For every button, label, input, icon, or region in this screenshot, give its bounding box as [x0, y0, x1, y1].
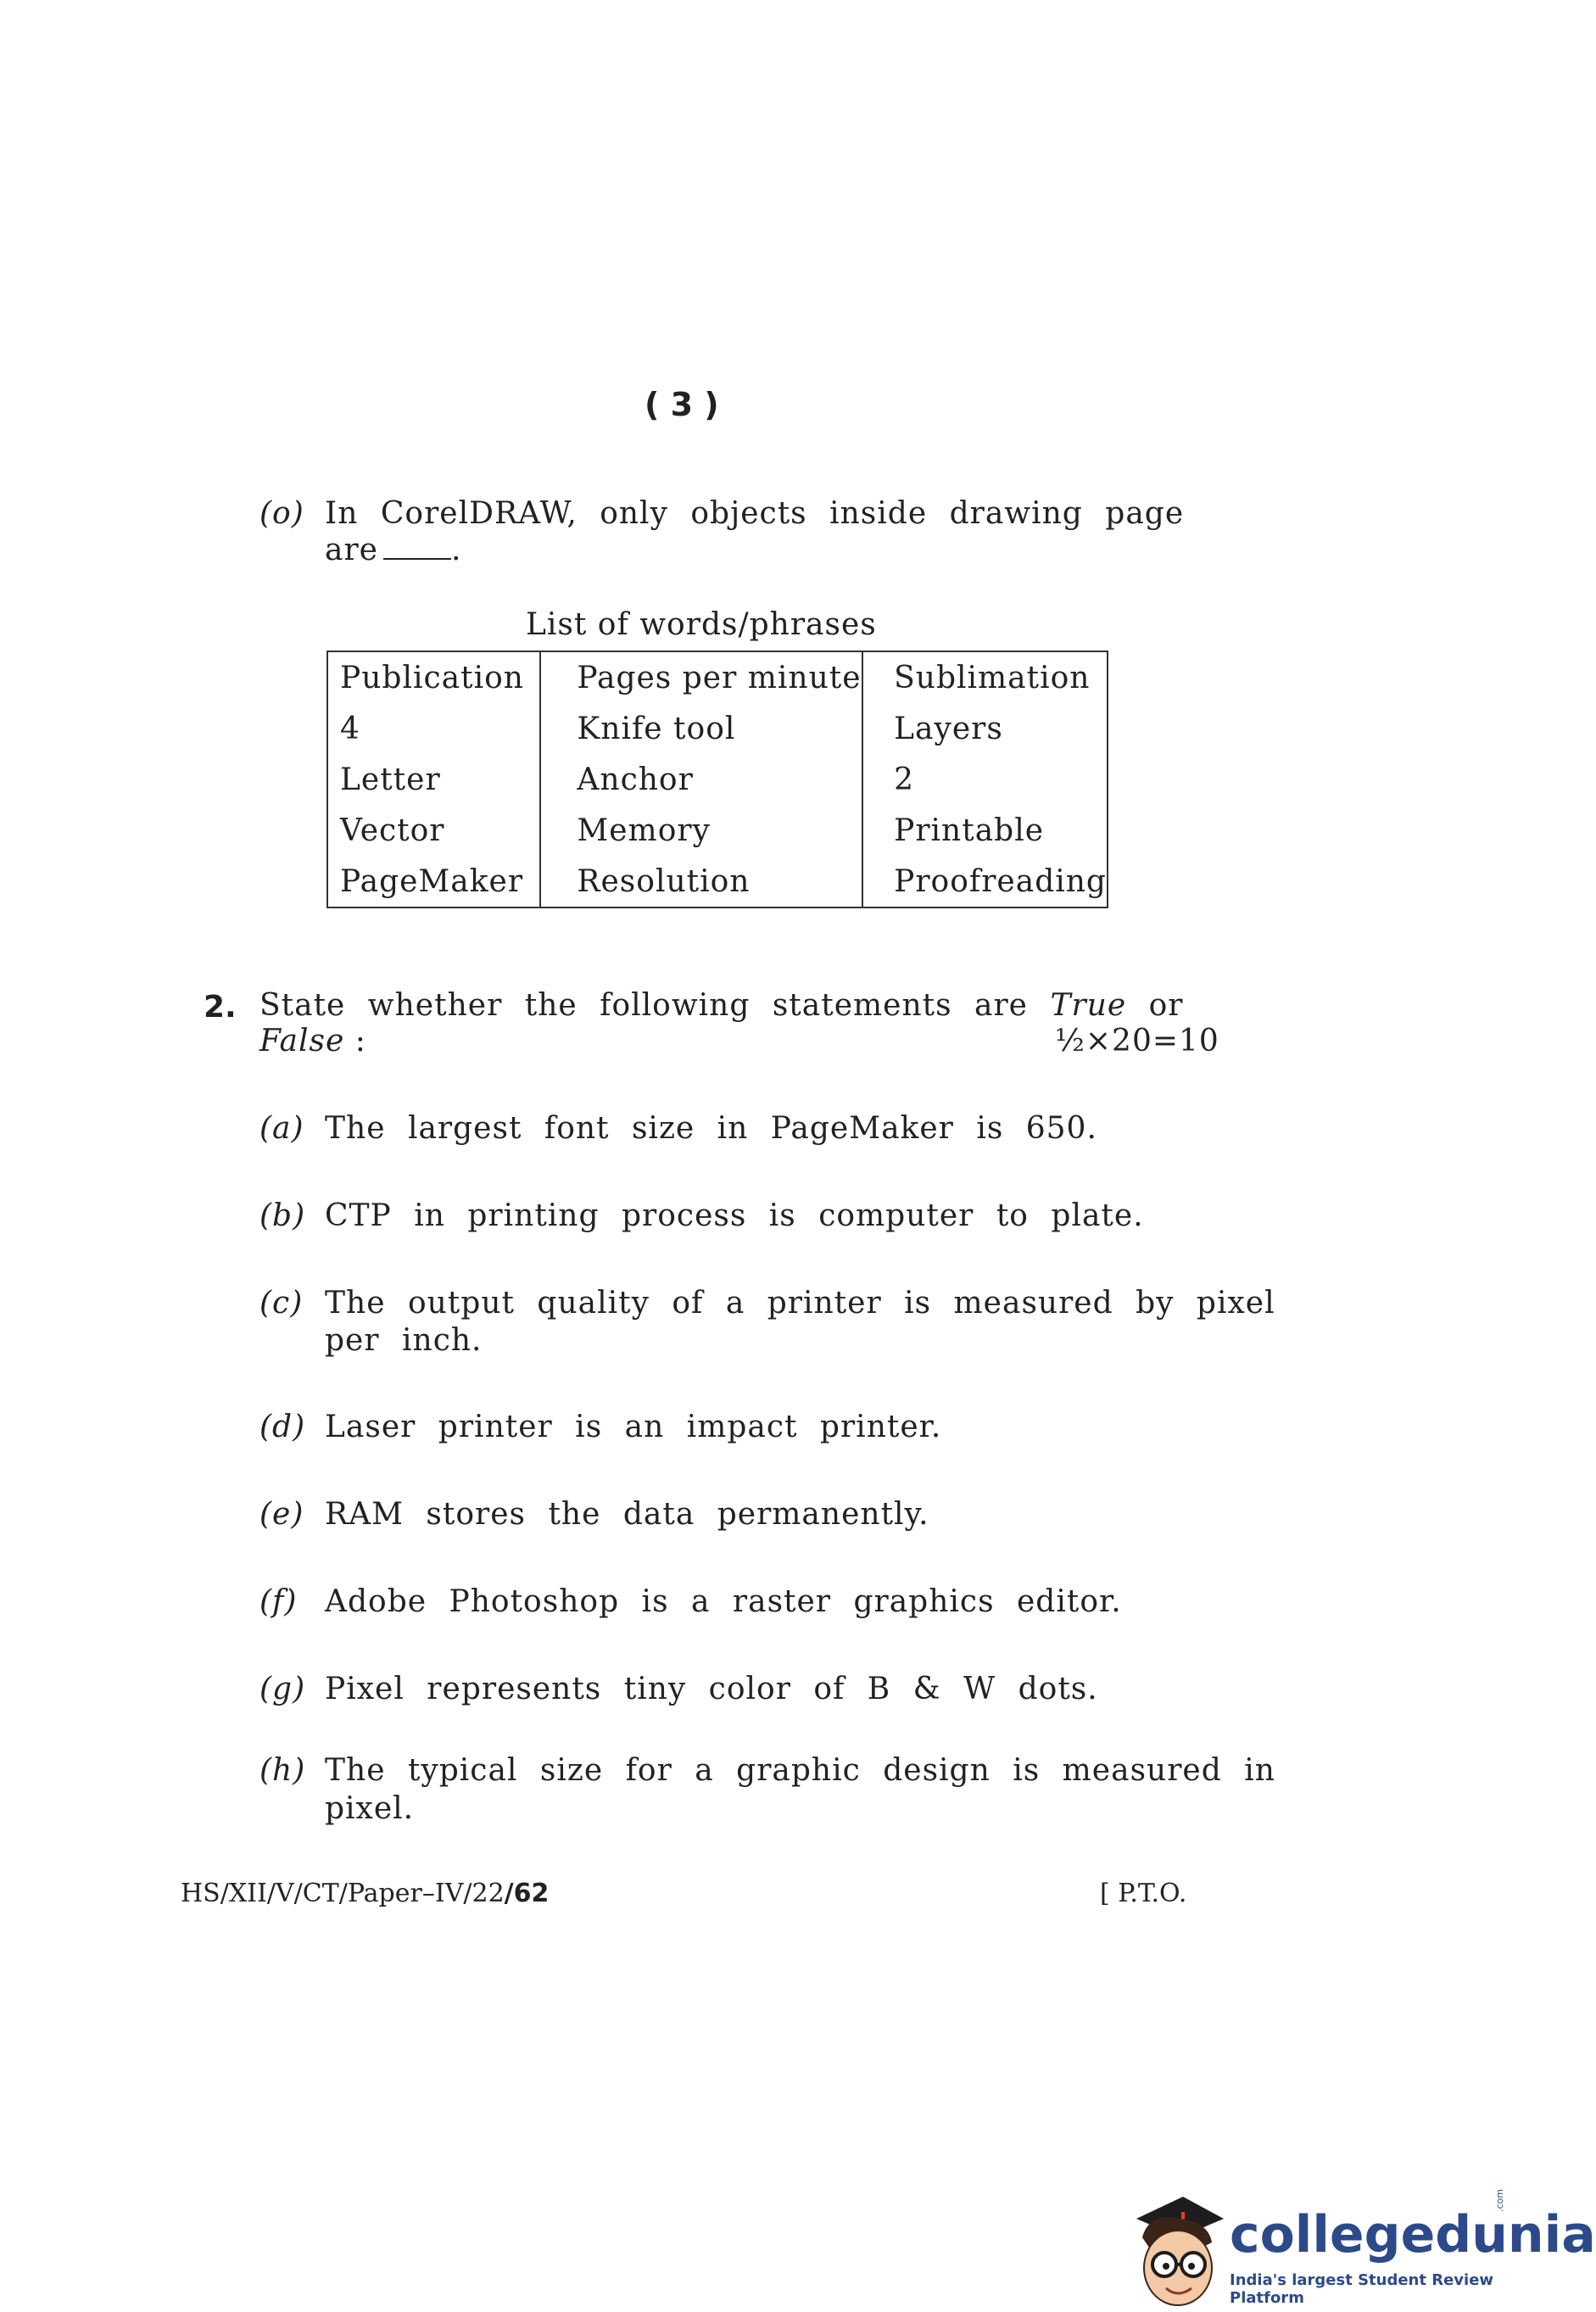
paper-code-text: HS/XII/V/CT/Paper–IV/22 — [181, 1879, 505, 1908]
item-o-label: (o) — [259, 496, 304, 531]
table-cell: Letter — [327, 754, 540, 805]
table-row — [327, 754, 1108, 805]
table-cell: Pages per minute — [540, 651, 862, 703]
table-cell: Knife tool — [540, 703, 862, 754]
item-text: Laser printer is an impact printer. — [325, 1410, 942, 1444]
item-text: The typical size for a graphic design is measured in — [325, 1753, 1275, 1788]
brand-tagline: India's largest Student Review Platform — [1230, 2271, 1494, 2307]
brand-name: collegedunia — [1230, 2205, 1596, 2265]
table-cell: Proofreading — [862, 856, 1108, 907]
table-row — [327, 805, 1108, 856]
item-label: (g) — [259, 1672, 306, 1706]
false-word: False — [259, 1024, 345, 1058]
item-label: (h) — [259, 1753, 306, 1788]
true-word: True — [1050, 988, 1127, 1023]
item-label: (c) — [259, 1286, 304, 1321]
page-number: ( 3 ) — [645, 386, 719, 423]
table-cell: Layers — [862, 703, 1108, 754]
table-cell: Publication — [327, 651, 540, 703]
table-cell: PageMaker — [327, 856, 540, 907]
table-cell: Printable — [862, 805, 1108, 856]
item-o-text-line1: In CorelDRAW, only objects inside drawing page — [325, 496, 1185, 531]
item-label: (d) — [259, 1410, 306, 1444]
item-text: The largest font size in PageMaker is 650. — [325, 1111, 1097, 1146]
table-cell: Resolution — [540, 856, 862, 907]
table-cell: Sublimation — [862, 651, 1108, 703]
or-word: or — [1148, 988, 1184, 1023]
item-text-continued: per inch. — [325, 1323, 483, 1358]
table-row — [327, 651, 1108, 703]
word-list-table — [326, 651, 1108, 908]
question-2-instruction-line1 — [259, 988, 1184, 1023]
table-row — [327, 703, 1108, 754]
item-text: Adobe Photoshop is a raster graphics editor. — [325, 1584, 1122, 1619]
word-list-caption: List of words/phrases — [526, 607, 877, 642]
table-cell: 4 — [327, 703, 540, 754]
paper-code-suffix: /62 — [504, 1879, 550, 1908]
question-2-instruction: State whether the following statements are — [259, 988, 1028, 1023]
table-cell: Vector — [327, 805, 540, 856]
paper-code — [181, 1879, 549, 1908]
item-o-period: . — [450, 533, 462, 567]
fill-in-blank — [383, 557, 451, 560]
question-2-number: 2. — [204, 990, 237, 1025]
table-cell: Memory — [540, 805, 862, 856]
item-o-text-line2 — [325, 533, 461, 567]
table-cell: Anchor — [540, 754, 862, 805]
collegedunia-watermark — [1124, 2186, 1596, 2312]
table-cell: 2 — [862, 754, 1108, 805]
pto-marker: [ P.T.O. — [1100, 1879, 1187, 1908]
mascot-icon — [1124, 2186, 1230, 2312]
brand-dotcom: .com — [1494, 2189, 1505, 2212]
question-2-marks: ½×20=10 — [1055, 1024, 1219, 1058]
item-label: (b) — [259, 1198, 306, 1233]
item-label: (a) — [259, 1111, 304, 1146]
item-text-continued: pixel. — [325, 1791, 415, 1826]
item-label: (f) — [259, 1584, 298, 1619]
item-text: The output quality of a printer is measured by pixel — [325, 1286, 1275, 1321]
table-row — [327, 856, 1108, 907]
item-text: RAM stores the data permanently. — [325, 1497, 929, 1532]
item-text: CTP in printing process is computer to plate. — [325, 1198, 1144, 1233]
item-text: Pixel represents tiny color of B & W dots. — [325, 1672, 1098, 1706]
question-2-instruction-line2 — [259, 1024, 366, 1058]
colon: : — [354, 1024, 366, 1058]
item-label: (e) — [259, 1497, 304, 1532]
item-o-are: are — [325, 533, 378, 567]
